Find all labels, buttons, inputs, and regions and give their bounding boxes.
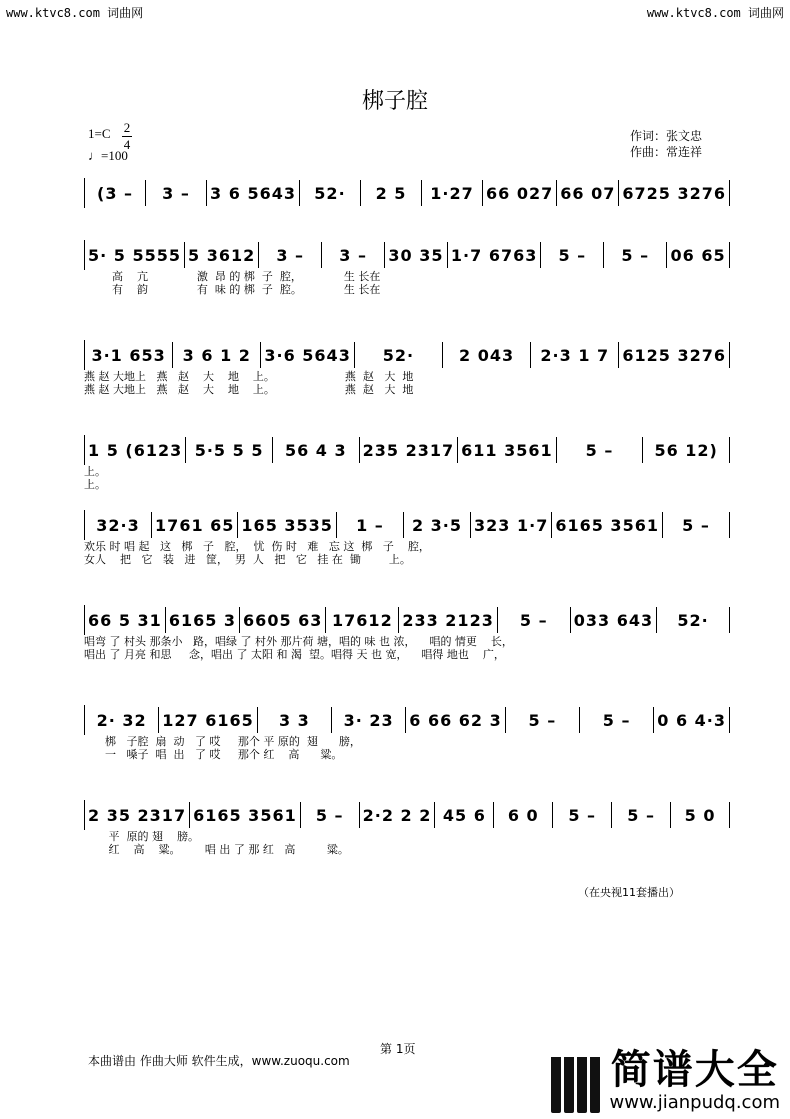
measure: 2 35 2317 [85, 802, 190, 828]
measure-row [84, 510, 730, 540]
measure: 6605 63 [240, 607, 326, 633]
key-signature: 1=C [88, 126, 111, 141]
measure: 3 – [259, 242, 322, 268]
measure: 5 – [541, 242, 604, 268]
measure-row [84, 178, 730, 208]
measure: 06 65 [667, 242, 730, 268]
measure: 1761 65 [152, 512, 238, 538]
measure: 235 2317 [360, 437, 459, 463]
measure: 5 – [580, 707, 654, 733]
lyric-line: 燕 赵 大地上 燕 赵 大 地 上。 燕 赵 大 地 [84, 383, 414, 396]
measure: 2·3 1 7 [531, 342, 619, 368]
composer: 作曲：常连祥 [630, 145, 703, 159]
measure: 3 6 5643 [207, 180, 300, 206]
measure: 6 66 62 3 [406, 707, 506, 733]
measure: 0 6 4·3 [654, 707, 730, 733]
measure: 66 5 31 [85, 607, 166, 633]
site-header-right: www.ktvc8.com 词曲网 [646, 6, 784, 20]
lyric-line: 平 原的 翅 膀。 [84, 830, 199, 843]
lyric-line: 有 韵 有 味 的 梆 子 腔。 生 长在 [84, 283, 381, 296]
score-system [84, 800, 730, 856]
measure: 1 5 (6123 [85, 437, 186, 463]
credits [630, 128, 702, 160]
measure: 52· [300, 180, 361, 206]
measure: 611 3561 [458, 437, 557, 463]
lyric-line: 上。 [84, 465, 106, 478]
lyric-line: 欢乐 时 唱 起 这 梆 子 腔， 忧 伤 时 难 忘 这 梆 子 腔， [84, 540, 430, 553]
logo-url: www.jianpudq.com [609, 1092, 780, 1113]
measure: 5· 5 5555 [85, 242, 185, 268]
lyric-line [84, 208, 730, 221]
measure: 2· 32 [85, 707, 159, 733]
measure-row [84, 240, 730, 270]
measure: 52· [355, 342, 443, 368]
measure: 66 027 [483, 180, 557, 206]
page-number: 第 1页 [380, 1042, 416, 1056]
measure: 6165 3561 [552, 512, 663, 538]
measure: 3 – [146, 180, 207, 206]
score-system [84, 340, 730, 396]
measure: 165 3535 [238, 512, 337, 538]
measure: 127 6165 [159, 707, 258, 733]
lyricist: 作词：张文忠 [630, 129, 703, 143]
measure: 3 3 [258, 707, 332, 733]
measure: 56 4 3 [273, 437, 360, 463]
measure: 2 3·5 [404, 512, 471, 538]
site-logo [551, 1048, 780, 1113]
score-system [84, 435, 730, 491]
measure: 323 1·7 [471, 512, 552, 538]
measure: 52· [657, 607, 730, 633]
lyric-line: 高 亢 激 昂 的 梆 子 腔， 生 长在 [84, 270, 381, 283]
score-system [84, 705, 730, 761]
lyric-line: 梆 子腔 扇 动 了 哎 那个 平 原的 翅 膀， [84, 735, 361, 748]
measure: 2 5 [361, 180, 422, 206]
measure: 5 0 [671, 802, 730, 828]
measure: 5 – [506, 707, 580, 733]
lyric-line: 唱出 了 月亮 和思 念，唱出 了 太阳 和 渴 望。唱得 天 也 宽， 唱得 地也 广， [84, 648, 505, 661]
lyric-line: 燕 赵 大地上 燕 赵 大 地 上。 燕 赵 大 地 [84, 370, 414, 383]
measure: 3 – [322, 242, 385, 268]
logo-name: 简谱大全 [610, 1047, 779, 1093]
measure: 30 35 [385, 242, 448, 268]
measure: 233 2123 [399, 607, 498, 633]
measure-row [84, 340, 730, 370]
lyric-line [84, 221, 730, 234]
measure: 66 07 [557, 180, 619, 206]
score-system [84, 178, 730, 234]
measure: 5 – [612, 802, 671, 828]
song-title: 梆子腔 [361, 89, 428, 114]
broadcast-note: （在央视11套播出） [578, 886, 680, 899]
time-sig-top: 2 [123, 120, 131, 135]
measure: 1·27 [422, 180, 483, 206]
time-sig-bottom: 4 [123, 137, 131, 152]
measure: 3·6 5643 [261, 342, 354, 368]
measure-row [84, 435, 730, 465]
measure: 6725 3276 [619, 180, 730, 206]
tempo-marking: ♩=100 [88, 148, 128, 163]
lyric-line: 唱弯 了 村头 那条小 路，唱绿 了 村外 那片荷 塘，唱的 味 也 浓， 唱的 情更 长， [84, 635, 513, 648]
measure: 1·7 6763 [448, 242, 541, 268]
measure-row [84, 605, 730, 635]
measure: 6165 3 [166, 607, 240, 633]
measure: 17612 [326, 607, 399, 633]
measure: 5 3612 [185, 242, 259, 268]
measure: 1 – [337, 512, 404, 538]
measure-row [84, 800, 730, 830]
measure: 033 643 [571, 607, 657, 633]
site-header-left: www.ktvc8.com 词曲网 [6, 6, 144, 20]
lyric-line: 红 高 粱。 唱 出 了 那 红 高 粱。 [84, 843, 349, 856]
measure: 2·2 2 2 [360, 802, 436, 828]
measure: 5 – [663, 512, 730, 538]
measure: 2 043 [443, 342, 531, 368]
measure: 5 – [553, 802, 612, 828]
measure: 32·3 [85, 512, 152, 538]
measure: 5 – [301, 802, 360, 828]
score-system [84, 510, 730, 566]
measure: 3·1 653 [85, 342, 173, 368]
lyric-line: 女人 把 它 装 进 筐， 男 人 把 它 挂 在 锄 上。 [84, 553, 411, 566]
measure: 5 – [557, 437, 644, 463]
measure-row [84, 705, 730, 735]
measure: 3 6 1 2 [173, 342, 261, 368]
score-system [84, 240, 730, 296]
measure: 56 12) [643, 437, 730, 463]
lyric-line: 一 嗓子 唱 出 了 哎 那个 红 高 粱。 [84, 748, 343, 761]
lyric-line: 上。 [84, 478, 106, 491]
measure: 3· 23 [332, 707, 406, 733]
piano-keys-icon [551, 1057, 603, 1113]
measure: 5 – [604, 242, 667, 268]
measure: 6125 3276 [619, 342, 730, 368]
measure: 45 6 [435, 802, 494, 828]
measure: 5 – [498, 607, 571, 633]
footer-credit: 本曲谱由 作曲大师 软件生成，www.zuoqu.com [88, 1054, 350, 1068]
measure: 5·5 5 5 [186, 437, 273, 463]
measure: 6 0 [494, 802, 553, 828]
measure: (3 – [85, 180, 146, 206]
score-system [84, 605, 730, 661]
measure: 6165 3561 [190, 802, 301, 828]
